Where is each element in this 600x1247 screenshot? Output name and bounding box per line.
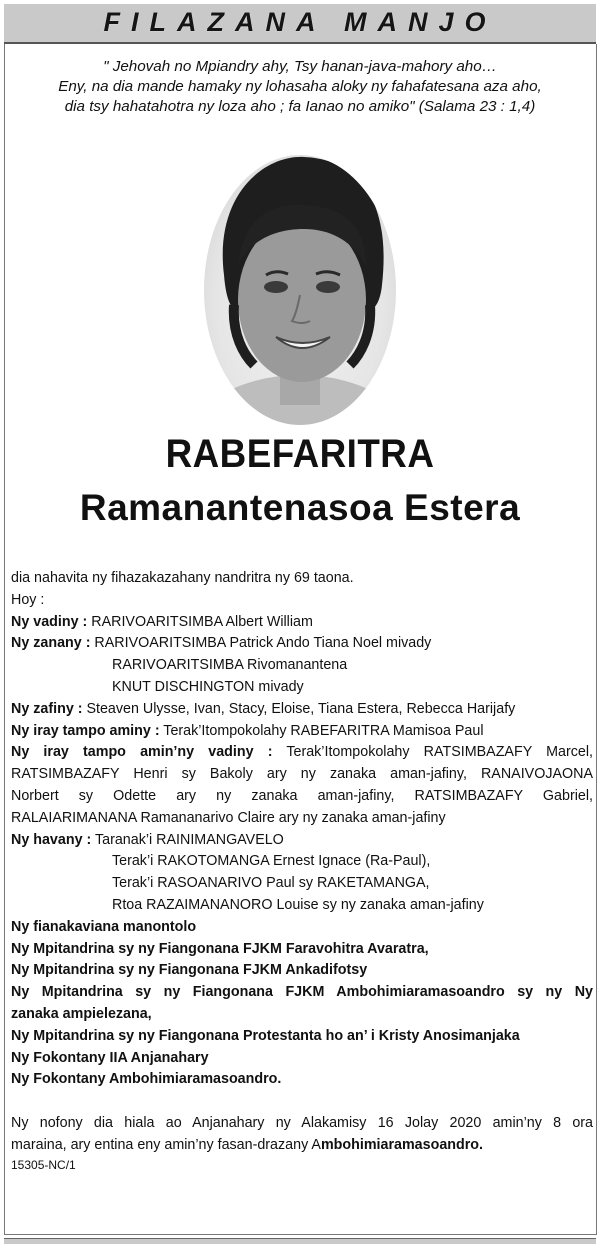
in-laws-label: Ny iray tampo amin’ny vadiny : [11, 744, 273, 761]
church-line: Ny Mpitandrina sy ny Fiangonana Protestanta ho an’ i Kristy Anosimanjaka [11, 1027, 520, 1044]
header-bar [4, 4, 596, 44]
hoy-line: Hoy : [11, 591, 45, 608]
in-laws-value: Terak’Itompokolahy RATSIMBAZAFY Marcel, [272, 744, 593, 761]
in-laws-line [11, 742, 593, 764]
grandchildren-value: Steaven Ulysse, Ivan, Stacy, Eloise, Tiana Estera, Rebecca Harijafy [82, 700, 516, 717]
church-line: Ny Mpitandrina sy ny Fiangonana FJKM Ankadifotsy [11, 962, 368, 979]
verse-line: " Jehovah no Mpiandry ahy, Tsy hanan-java-mahory aho… [103, 58, 497, 75]
relatives-label: Ny havany : [11, 831, 92, 848]
relatives-line-2: Terak’i RAKOTOMANGA Ernest Ignace (Ra-Paul), [112, 853, 431, 870]
spacer [11, 1091, 593, 1113]
in-laws-line-3: Norbert sy Odette ary ny zanaka aman-jafiny, RATSIMBAZAFY Gabriel, [11, 787, 593, 804]
children-line-2: RARIVOARITSIMBA Rivomanantena [112, 657, 348, 674]
deceased-given-name: Ramanantenasoa Estera [79, 487, 521, 528]
deceased-surname: RABEFARITRA [165, 432, 435, 476]
grandchildren-line [11, 699, 593, 721]
siblings-label: Ny iray tampo aminy : [11, 722, 160, 739]
funeral-place: mbohimiaramasoandro. [320, 1136, 484, 1153]
funeral-line-2 [11, 1135, 593, 1157]
siblings-line [11, 721, 593, 743]
fokontany-line: Ny Fokontany IIA Anjanahary [11, 1049, 209, 1066]
church-line: Ny Mpitandrina sy ny Fiangonana FJKM Ambohimiaramasoandro sy ny Ny [11, 984, 593, 1001]
children-line-3: KNUT DISCHINGTON mivady [112, 678, 304, 695]
fokontany-line: Ny Fokontany Ambohimiaramasoandro. [11, 1071, 282, 1088]
spouse-value: RARIVOARITSIMBA Albert William [87, 613, 313, 630]
portrait-illustration [204, 155, 396, 425]
relatives-line-3: Terak’i RASOANARIVO Paul sy RAKETAMANGA, [112, 875, 430, 892]
church-line-cont: zanaka ampielezana, [11, 1005, 152, 1022]
children-line [11, 633, 593, 655]
spouse-label: Ny vadiny : [11, 613, 88, 630]
notice-body [11, 568, 593, 1173]
verse-line: Eny, na dia mande hamaky ny lohasaha aloky ny fahafatesana aza aho, [58, 78, 542, 95]
spouse-line [11, 612, 593, 634]
portrait-photo [204, 155, 396, 425]
footer-bar [4, 1238, 596, 1244]
children-value: RARIVOARITSIMBA Patrick Ando Tiana Noel mivady [90, 635, 432, 652]
relatives-value: Taranak’i RAINIMANGAVELO [91, 831, 284, 848]
siblings-value: Terak’Itompokolahy RABEFARITRA Mamisoa Paul [159, 722, 484, 739]
bible-verse [0, 57, 600, 117]
verse-line: dia tsy hahatahotra ny loza aho ; fa Ianao no amiko" (Salama 23 : 1,4) [64, 98, 536, 115]
relatives-line [11, 830, 593, 852]
relatives-line-4: Rtoa RAZAIMANANORO Louise sy ny zanaka aman-jafiny [112, 896, 484, 913]
funeral-line: Ny nofony dia hiala ao Anjanahary ny Alakamisy 16 Jolay 2020 amin’ny 8 ora [11, 1115, 593, 1132]
church-line: Ny Mpitandrina sy ny Fiangonana FJKM Faravohitra Avaratra, [11, 940, 429, 957]
intro-line: dia nahavita ny fihazakazahany nandritra ny 69 taona. [11, 570, 354, 586]
family-line: Ny fianakaviana manontolo [11, 918, 197, 935]
header-title: FILAZANA MANJO [103, 7, 497, 37]
funeral-text: maraina, ary entina eny amin’ny fasan-drazany A [11, 1136, 321, 1153]
children-label: Ny zanany : [11, 635, 91, 652]
grandchildren-label: Ny zafiny : [11, 700, 83, 717]
reference-number: 15305-NC/1 [11, 1157, 76, 1172]
in-laws-line-4: RALAIARIMANANA Ramananarivo Claire ary ny zanaka aman-jafiny [11, 809, 446, 826]
in-laws-line-2: RATSIMBAZAFY Henri sy Bakoly ary ny zanaka aman-jafiny, RANAIVOJAONA [11, 766, 593, 783]
